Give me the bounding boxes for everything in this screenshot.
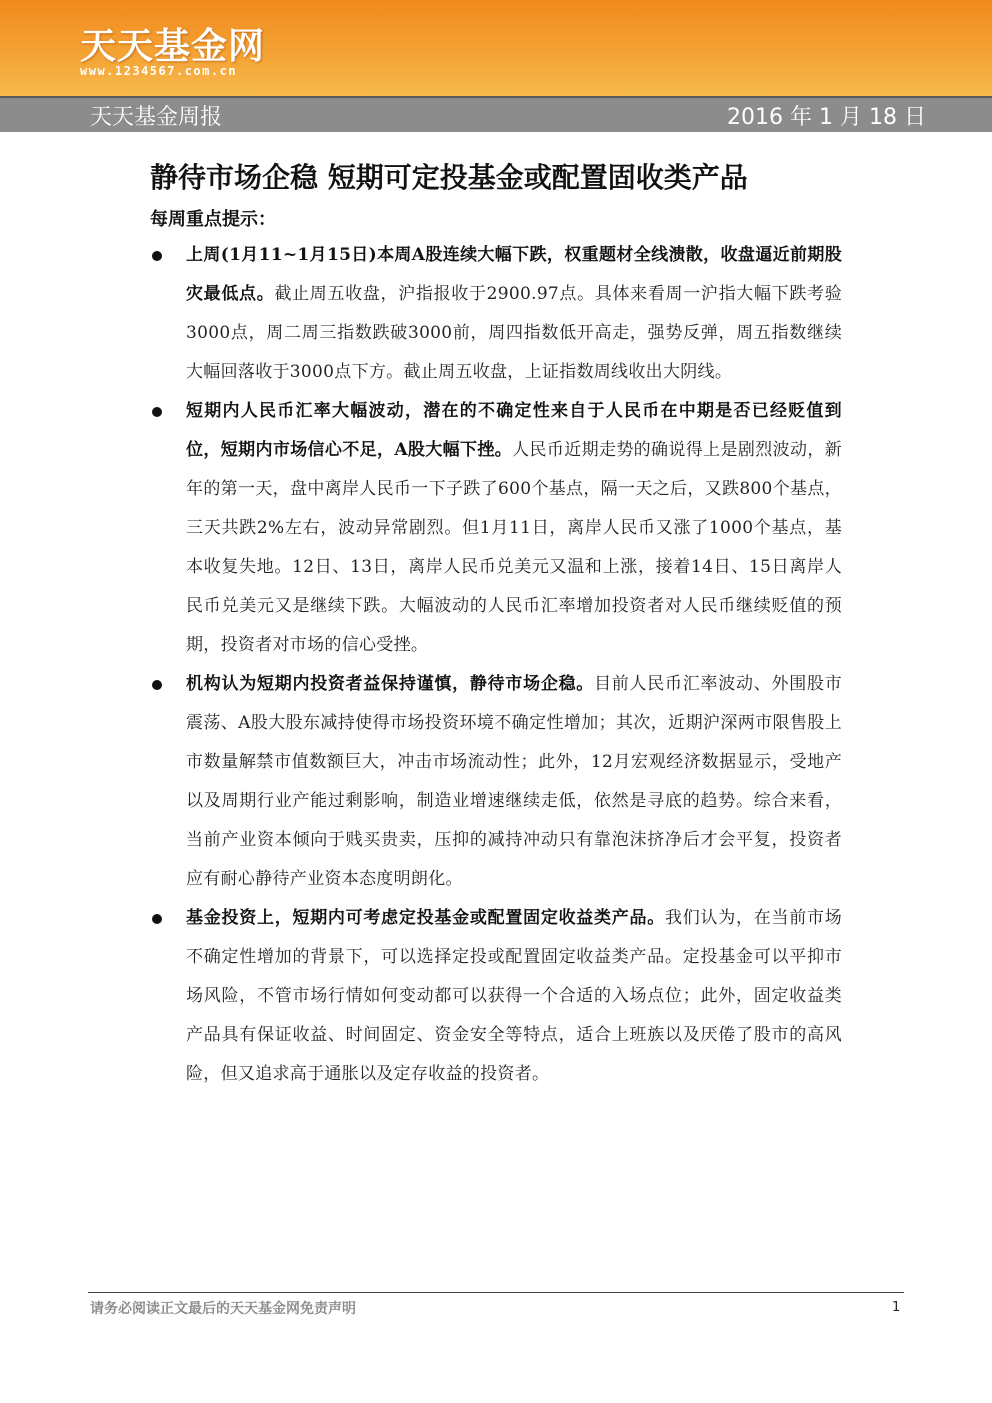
key-point-body: 目前人民币汇率波动、外围股市震荡、A股大股东减持使得市场投资环境不确定性增加；其次，近期沪深两市限售股上市数量解禁市值数额巨大，冲击市场流动性；此外，12月宏观经济数据显示，受地产以及周期行业产能过剩影响，制造业增速继续走低，依然是寻底的趋势。综合来看，当前产业资本倾向于贱买贵卖，压抑的减持冲动只有靠泡沫挤净后才会平复，投资者应有耐心静待产业资本态度明朗化。 [186, 674, 842, 889]
key-points-list [150, 236, 842, 1094]
key-point-text [186, 665, 842, 899]
key-point-bold: 基金投资上，短期内可考虑定投基金或配置固定收益类产品。 [186, 908, 666, 928]
report-header-bar [0, 96, 992, 132]
key-point-2 [150, 392, 842, 665]
bullet-icon [152, 680, 162, 690]
key-point-3 [150, 665, 842, 899]
report-name: 天天基金周报 [90, 105, 223, 130]
key-point-text [186, 392, 842, 665]
page-number: 1 [892, 1300, 901, 1315]
article-title: 静待市场企稳 短期可定投基金或配置固收类产品 [150, 161, 748, 194]
key-point-bold: 短期内人民币汇率大幅波动，潜在的不确定性来自于人民币在中期是否已经贬值到位，短期内市场信心不足，A股大幅下挫。 [186, 401, 842, 460]
disclaimer-note: 请务必阅读正文最后的天天基金网免责声明 [90, 1301, 356, 1317]
brand-banner [0, 0, 992, 96]
bullet-icon [152, 914, 162, 924]
bullet-icon [152, 251, 162, 261]
brand-logo: 天天基金网 [80, 26, 266, 67]
brand-url: www.1234567.com.cn [80, 64, 238, 78]
key-point-bold: 机构认为短期内投资者益保持谨慎，静待市场企稳。 [186, 674, 595, 694]
bullet-icon [152, 407, 162, 417]
footer-divider [88, 1292, 904, 1293]
report-date: 2016 年 1 月 18 日 [727, 105, 926, 130]
key-point-body: 截止周五收盘，沪指报收于2900.97点。具体来看周一沪指大幅下跌考验3000点，周二周三指数跌破3000前，周四指数低开高走，强势反弹，周五指数继续大幅回落收于3000点下方。截止周五收盘，上证指数周线收出大阴线。 [186, 284, 843, 382]
key-point-body: 人民币近期走势的确说得上是剧烈波动，新年的第一天，盘中离岸人民币一下子跌了600个基点，隔一天之后，又跌800个基点，三天共跌2%左右，波动异常剧烈。但1月11日，离岸人民币又涨了1000个基点，基本收复失地。12日、13日，离岸人民币兑美元又温和上涨，接着14日、15日离岸人民币兑美元又是继续下跌。大幅波动的人民币汇率增加投资者对人民币继续贬值的预期，投资者对市场的信心受挫。 [186, 440, 842, 655]
key-point-body: 我们认为，在当前市场不确定性增加的背景下，可以选择定投或配置固定收益类产品。定投基金可以平抑市场风险，不管市场行情如何变动都可以获得一个合适的入场点位；此外，固定收益类产品具有保证收益、时间固定、资金安全等特点，适合上班族以及厌倦了股市的高风险，但又追求高于通胀以及定存收益的投资者。 [186, 908, 843, 1084]
key-point-4 [150, 899, 842, 1094]
key-point-text [186, 236, 842, 392]
key-point-bold: 上周(1月11~1月15日)本周A股连续大幅下跌，权重题材全线溃散，收盘逼近前期股灾最低点。 [186, 245, 842, 304]
key-point-1 [150, 236, 842, 392]
section-label: 每周重点提示： [150, 209, 276, 230]
key-point-text [186, 899, 842, 1094]
